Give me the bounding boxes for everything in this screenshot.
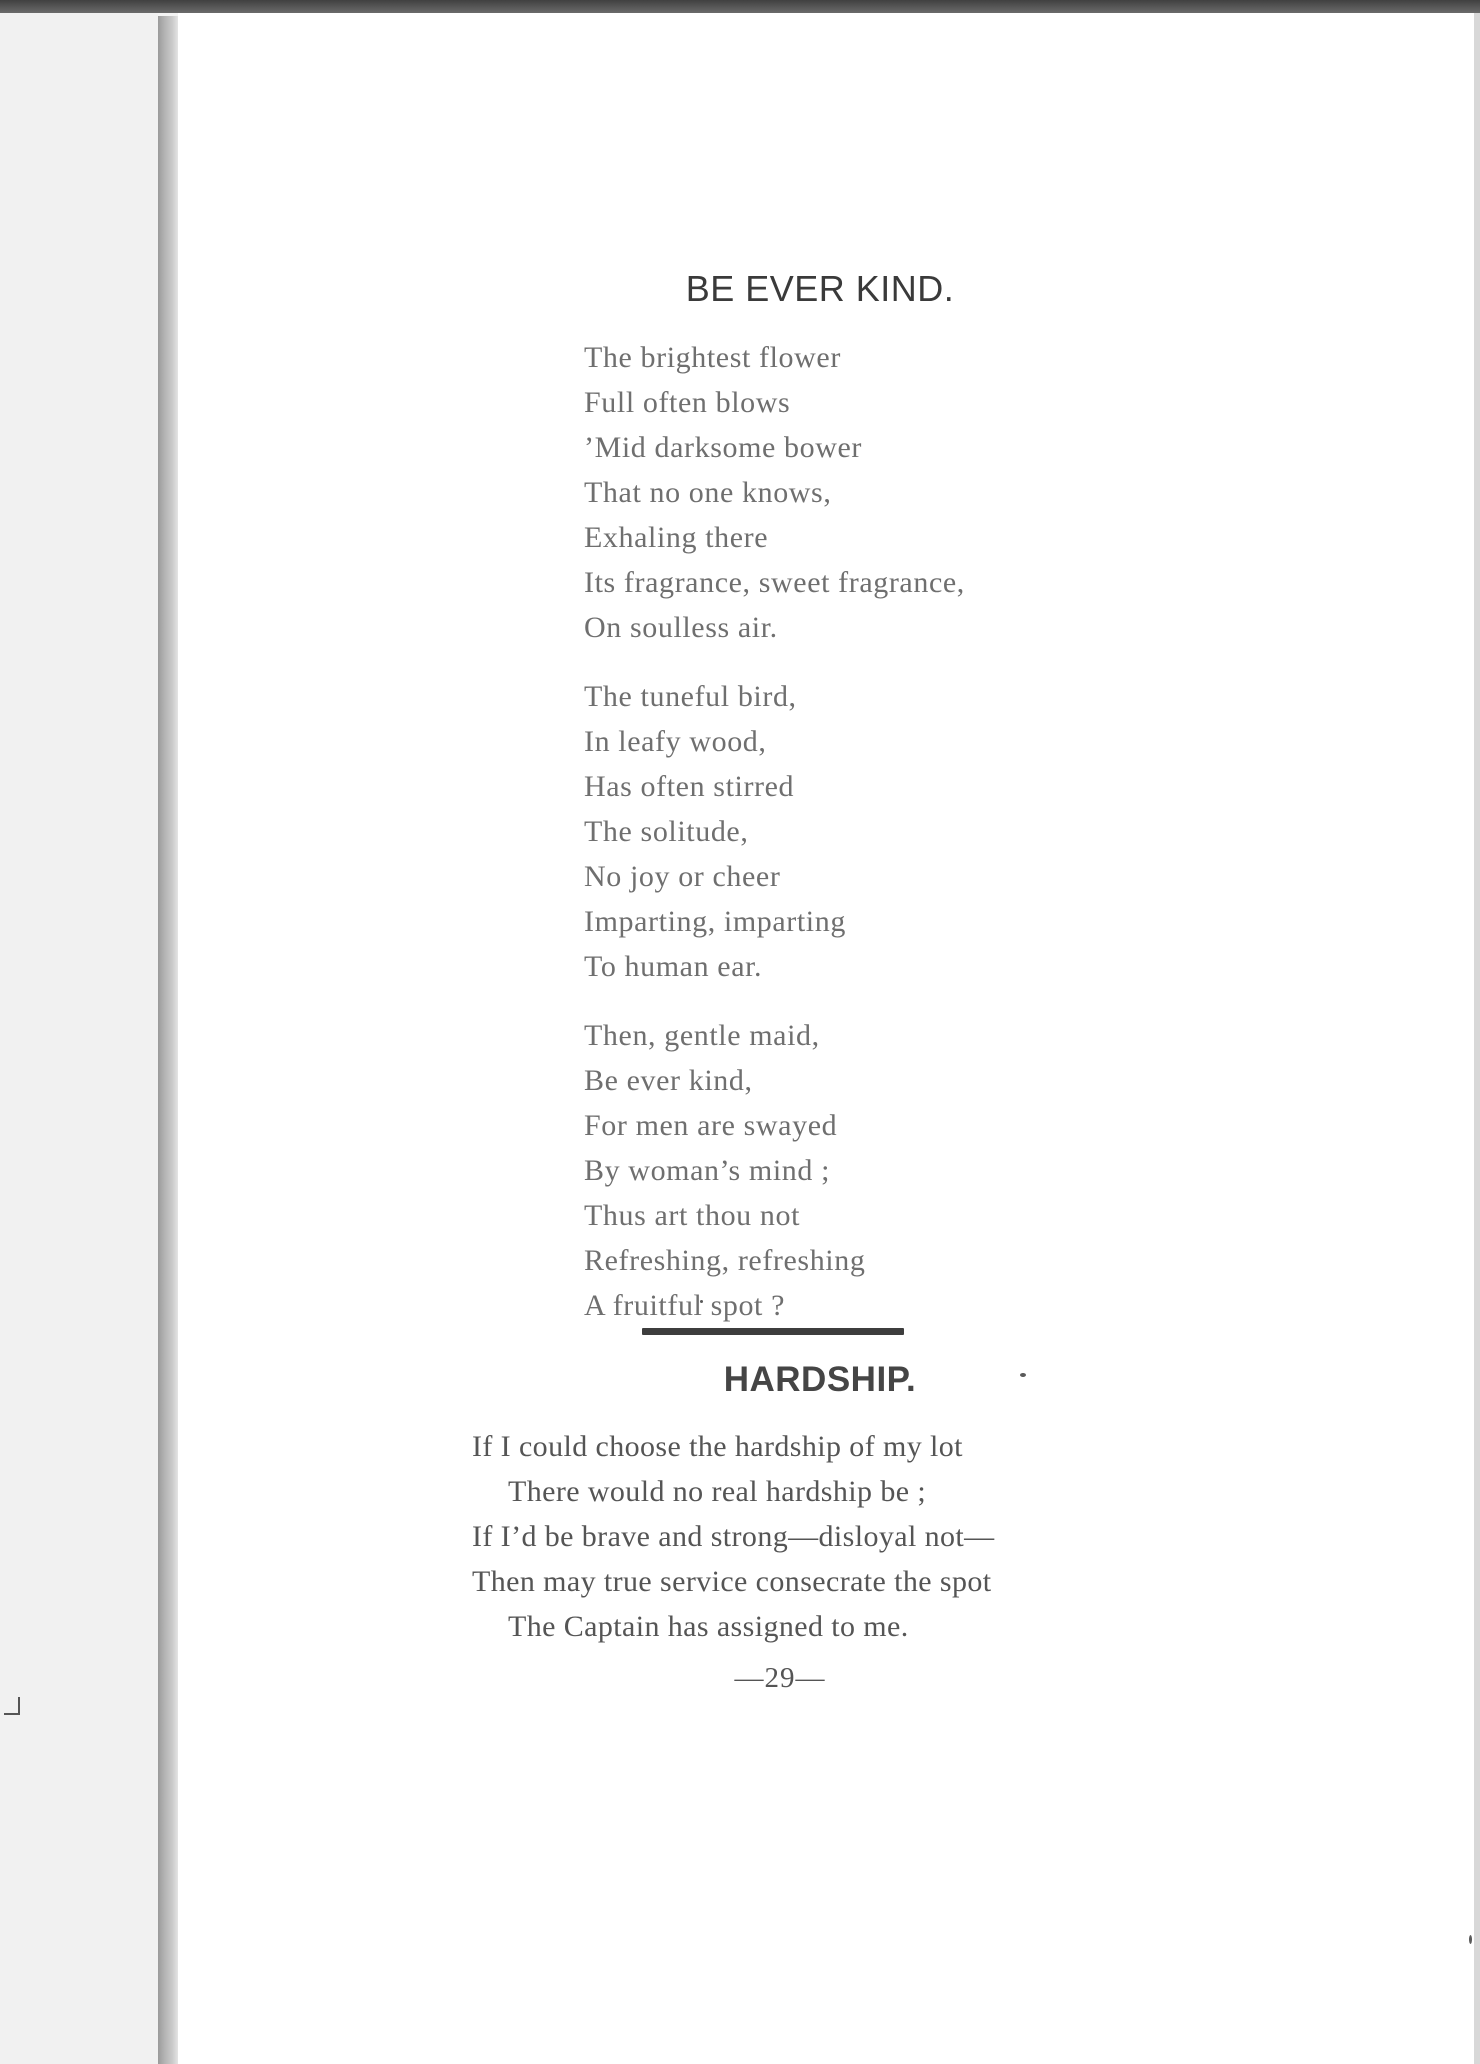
stanza-3 (584, 1013, 965, 1328)
verse-line: Exhaling there (584, 521, 769, 554)
page-number: —29— (734, 1662, 826, 1694)
verse-line: There would no real hardship be ; (508, 1475, 927, 1508)
verse-line: Refreshing, refreshing (584, 1244, 866, 1277)
section-divider (642, 1328, 904, 1335)
verse-line: The tuneful bird, (584, 680, 797, 713)
verse-line: The brightest flower (584, 341, 841, 374)
verse-line: Then may true service consecrate the spot (472, 1565, 992, 1598)
verse-line: Thus art thou not (584, 1199, 801, 1232)
poem-hardship (472, 1424, 995, 1649)
left-margin (0, 13, 158, 2064)
dust-speck (1469, 1935, 1472, 1944)
verse-line: The solitude, (584, 815, 749, 848)
verse-line: Has often stirred (584, 770, 795, 803)
scanner-top-band (0, 0, 1480, 13)
stanza-1 (584, 335, 965, 650)
verse-line: In leafy wood, (584, 725, 767, 758)
binding-edge (158, 16, 178, 2064)
verse-line: A fruitful spot ? (584, 1289, 786, 1322)
verse-line: Then, gentle maid, (584, 1019, 820, 1052)
stanza-2 (584, 674, 965, 989)
corner-mark (4, 1697, 20, 1715)
verse-line: If I could choose the hardship of my lot (472, 1430, 963, 1463)
verse-line: Its fragrance, sweet fragrance, (584, 566, 965, 599)
verse-line: The Captain has assigned to me. (508, 1610, 909, 1643)
verse-line: For men are swayed (584, 1109, 838, 1142)
verse-line: ’Mid darksome bower (584, 431, 863, 464)
verse-line: On soulless air. (584, 611, 778, 644)
right-page-edge (1474, 13, 1480, 2064)
verse-line: That no one knows, (584, 476, 832, 509)
verse-line: By woman’s mind ; (584, 1154, 831, 1187)
verse-line: Be ever kind, (584, 1064, 753, 1097)
poem-be-ever-kind (584, 335, 965, 1352)
verse-line: Full often blows (584, 386, 791, 419)
verse-line: If I’d be brave and strong—disloyal not— (472, 1520, 995, 1553)
verse-line: To human ear. (584, 950, 763, 983)
poem-title-be-ever-kind: BE EVER KIND. (685, 268, 955, 309)
poem-title-hardship: HARDSHIP. (723, 1360, 917, 1399)
verse-line: No joy or cheer (584, 860, 781, 893)
verse-line: Imparting, imparting (584, 905, 846, 938)
